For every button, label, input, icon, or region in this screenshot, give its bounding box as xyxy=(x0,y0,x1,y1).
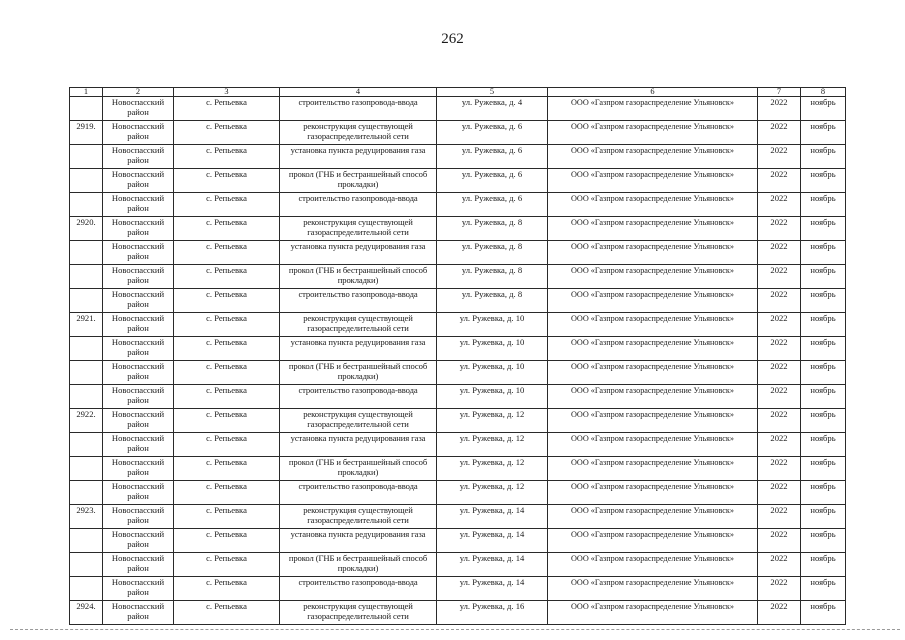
column-number: 1 xyxy=(70,88,103,97)
address-cell: ул. Ружевка, д. 6 xyxy=(437,169,548,193)
item-number-cell xyxy=(70,553,103,577)
item-number-cell: 2923. xyxy=(70,505,103,529)
month-cell: ноябрь xyxy=(801,265,846,289)
table-row xyxy=(70,265,846,289)
work-type-cell: прокол (ГНБ и бестраншейный способ прокладки) xyxy=(280,265,437,289)
column-number: 5 xyxy=(437,88,548,97)
settlement-cell: с. Репьевка xyxy=(174,169,280,193)
address-cell: ул. Ружевка, д. 6 xyxy=(437,121,548,145)
organization-cell: ООО «Газпром газораспределение Ульяновск» xyxy=(548,481,758,505)
organization-cell: ООО «Газпром газораспределение Ульяновск» xyxy=(548,265,758,289)
organization-cell: ООО «Газпром газораспределение Ульяновск» xyxy=(548,601,758,625)
year-cell: 2022 xyxy=(758,529,801,553)
district-cell: Новоспасский район xyxy=(103,457,174,481)
settlement-cell: с. Репьевка xyxy=(174,457,280,481)
year-cell: 2022 xyxy=(758,481,801,505)
district-cell: Новоспасский район xyxy=(103,505,174,529)
address-cell: ул. Ружевка, д. 16 xyxy=(437,601,548,625)
district-cell: Новоспасский район xyxy=(103,97,174,121)
month-cell: ноябрь xyxy=(801,457,846,481)
organization-cell: ООО «Газпром газораспределение Ульяновск» xyxy=(548,241,758,265)
table-row xyxy=(70,337,846,361)
address-cell: ул. Ружевка, д. 6 xyxy=(437,193,548,217)
organization-cell: ООО «Газпром газораспределение Ульяновск» xyxy=(548,553,758,577)
settlement-cell: с. Репьевка xyxy=(174,361,280,385)
work-type-cell: установка пункта редуцирования газа xyxy=(280,433,437,457)
address-cell: ул. Ружевка, д. 10 xyxy=(437,337,548,361)
year-cell: 2022 xyxy=(758,289,801,313)
organization-cell: ООО «Газпром газораспределение Ульяновск» xyxy=(548,337,758,361)
settlement-cell: с. Репьевка xyxy=(174,217,280,241)
work-type-cell: установка пункта редуцирования газа xyxy=(280,241,437,265)
settlement-cell: с. Репьевка xyxy=(174,481,280,505)
settlement-cell: с. Репьевка xyxy=(174,121,280,145)
year-cell: 2022 xyxy=(758,385,801,409)
month-cell: ноябрь xyxy=(801,433,846,457)
item-number-cell xyxy=(70,169,103,193)
work-type-cell: установка пункта редуцирования газа xyxy=(280,337,437,361)
district-cell: Новоспасский район xyxy=(103,481,174,505)
month-cell: ноябрь xyxy=(801,241,846,265)
table-row xyxy=(70,481,846,505)
year-cell: 2022 xyxy=(758,97,801,121)
address-cell: ул. Ружевка, д. 14 xyxy=(437,577,548,601)
organization-cell: ООО «Газпром газораспределение Ульяновск» xyxy=(548,409,758,433)
month-cell: ноябрь xyxy=(801,505,846,529)
table-row xyxy=(70,577,846,601)
settlement-cell: с. Репьевка xyxy=(174,409,280,433)
work-type-cell: строительство газопровода-ввода xyxy=(280,289,437,313)
work-type-cell: установка пункта редуцирования газа xyxy=(280,529,437,553)
item-number-cell: 2924. xyxy=(70,601,103,625)
organization-cell: ООО «Газпром газораспределение Ульяновск» xyxy=(548,145,758,169)
district-cell: Новоспасский район xyxy=(103,601,174,625)
district-cell: Новоспасский район xyxy=(103,385,174,409)
year-cell: 2022 xyxy=(758,601,801,625)
month-cell: ноябрь xyxy=(801,385,846,409)
table-row xyxy=(70,313,846,337)
table-row xyxy=(70,601,846,625)
organization-cell: ООО «Газпром газораспределение Ульяновск» xyxy=(548,169,758,193)
settlement-cell: с. Репьевка xyxy=(174,145,280,169)
month-cell: ноябрь xyxy=(801,361,846,385)
address-cell: ул. Ружевка, д. 8 xyxy=(437,265,548,289)
table-row xyxy=(70,217,846,241)
district-cell: Новоспасский район xyxy=(103,121,174,145)
table-row xyxy=(70,505,846,529)
scan-edge-line xyxy=(10,629,900,630)
work-type-cell: прокол (ГНБ и бестраншейный способ прокладки) xyxy=(280,553,437,577)
item-number-cell: 2919. xyxy=(70,121,103,145)
address-cell: ул. Ружевка, д. 14 xyxy=(437,505,548,529)
year-cell: 2022 xyxy=(758,553,801,577)
address-cell: ул. Ружевка, д. 12 xyxy=(437,481,548,505)
address-cell: ул. Ружевка, д. 14 xyxy=(437,553,548,577)
month-cell: ноябрь xyxy=(801,553,846,577)
table-row xyxy=(70,97,846,121)
settlement-cell: с. Репьевка xyxy=(174,529,280,553)
year-cell: 2022 xyxy=(758,241,801,265)
settlement-cell: с. Репьевка xyxy=(174,433,280,457)
district-cell: Новоспасский район xyxy=(103,529,174,553)
address-cell: ул. Ружевка, д. 10 xyxy=(437,361,548,385)
district-cell: Новоспасский район xyxy=(103,313,174,337)
settlement-cell: с. Репьевка xyxy=(174,97,280,121)
address-cell: ул. Ружевка, д. 10 xyxy=(437,385,548,409)
work-type-cell: реконструкция существующей газораспределительной сети xyxy=(280,217,437,241)
item-number-cell xyxy=(70,529,103,553)
registry-table xyxy=(69,87,846,625)
year-cell: 2022 xyxy=(758,121,801,145)
column-number-row xyxy=(70,88,846,97)
table-row xyxy=(70,385,846,409)
address-cell: ул. Ружевка, д. 12 xyxy=(437,457,548,481)
month-cell: ноябрь xyxy=(801,409,846,433)
address-cell: ул. Ружевка, д. 12 xyxy=(437,433,548,457)
month-cell: ноябрь xyxy=(801,481,846,505)
year-cell: 2022 xyxy=(758,409,801,433)
work-type-cell: прокол (ГНБ и бестраншейный способ прокладки) xyxy=(280,169,437,193)
item-number-cell xyxy=(70,241,103,265)
year-cell: 2022 xyxy=(758,361,801,385)
month-cell: ноябрь xyxy=(801,145,846,169)
month-cell: ноябрь xyxy=(801,577,846,601)
table-row xyxy=(70,193,846,217)
table-row xyxy=(70,121,846,145)
month-cell: ноябрь xyxy=(801,217,846,241)
item-number-cell xyxy=(70,265,103,289)
address-cell: ул. Ружевка, д. 12 xyxy=(437,409,548,433)
district-cell: Новоспасский район xyxy=(103,145,174,169)
year-cell: 2022 xyxy=(758,217,801,241)
organization-cell: ООО «Газпром газораспределение Ульяновск» xyxy=(548,505,758,529)
organization-cell: ООО «Газпром газораспределение Ульяновск» xyxy=(548,193,758,217)
item-number-cell xyxy=(70,481,103,505)
month-cell: ноябрь xyxy=(801,97,846,121)
month-cell: ноябрь xyxy=(801,169,846,193)
district-cell: Новоспасский район xyxy=(103,265,174,289)
month-cell: ноябрь xyxy=(801,313,846,337)
settlement-cell: с. Репьевка xyxy=(174,601,280,625)
organization-cell: ООО «Газпром газораспределение Ульяновск» xyxy=(548,529,758,553)
year-cell: 2022 xyxy=(758,577,801,601)
address-cell: ул. Ружевка, д. 8 xyxy=(437,289,548,313)
year-cell: 2022 xyxy=(758,265,801,289)
organization-cell: ООО «Газпром газораспределение Ульяновск» xyxy=(548,289,758,313)
table-row xyxy=(70,289,846,313)
work-type-cell: реконструкция существующей газораспределительной сети xyxy=(280,505,437,529)
address-cell: ул. Ружевка, д. 8 xyxy=(437,241,548,265)
table-row xyxy=(70,433,846,457)
year-cell: 2022 xyxy=(758,193,801,217)
organization-cell: ООО «Газпром газораспределение Ульяновск» xyxy=(548,457,758,481)
year-cell: 2022 xyxy=(758,313,801,337)
item-number-cell xyxy=(70,385,103,409)
work-type-cell: прокол (ГНБ и бестраншейный способ прокладки) xyxy=(280,457,437,481)
item-number-cell xyxy=(70,433,103,457)
district-cell: Новоспасский район xyxy=(103,409,174,433)
district-cell: Новоспасский район xyxy=(103,289,174,313)
month-cell: ноябрь xyxy=(801,289,846,313)
column-number: 7 xyxy=(758,88,801,97)
work-type-cell: реконструкция существующей газораспределительной сети xyxy=(280,409,437,433)
item-number-cell xyxy=(70,457,103,481)
settlement-cell: с. Репьевка xyxy=(174,241,280,265)
district-cell: Новоспасский район xyxy=(103,577,174,601)
month-cell: ноябрь xyxy=(801,193,846,217)
item-number-cell xyxy=(70,193,103,217)
table-row xyxy=(70,529,846,553)
work-type-cell: строительство газопровода-ввода xyxy=(280,385,437,409)
settlement-cell: с. Репьевка xyxy=(174,505,280,529)
column-number: 8 xyxy=(801,88,846,97)
year-cell: 2022 xyxy=(758,145,801,169)
organization-cell: ООО «Газпром газораспределение Ульяновск» xyxy=(548,577,758,601)
item-number-cell xyxy=(70,577,103,601)
month-cell: ноябрь xyxy=(801,601,846,625)
organization-cell: ООО «Газпром газораспределение Ульяновск» xyxy=(548,385,758,409)
settlement-cell: с. Репьевка xyxy=(174,337,280,361)
address-cell: ул. Ружевка, д. 6 xyxy=(437,145,548,169)
address-cell: ул. Ружевка, д. 14 xyxy=(437,529,548,553)
year-cell: 2022 xyxy=(758,433,801,457)
table-row xyxy=(70,169,846,193)
organization-cell: ООО «Газпром газораспределение Ульяновск» xyxy=(548,313,758,337)
district-cell: Новоспасский район xyxy=(103,337,174,361)
item-number-cell xyxy=(70,289,103,313)
year-cell: 2022 xyxy=(758,337,801,361)
settlement-cell: с. Репьевка xyxy=(174,289,280,313)
district-cell: Новоспасский район xyxy=(103,193,174,217)
table-row xyxy=(70,409,846,433)
item-number-cell xyxy=(70,361,103,385)
item-number-cell: 2920. xyxy=(70,217,103,241)
month-cell: ноябрь xyxy=(801,121,846,145)
month-cell: ноябрь xyxy=(801,337,846,361)
work-type-cell: строительство газопровода-ввода xyxy=(280,577,437,601)
district-cell: Новоспасский район xyxy=(103,433,174,457)
organization-cell: ООО «Газпром газораспределение Ульяновск» xyxy=(548,433,758,457)
address-cell: ул. Ружевка, д. 4 xyxy=(437,97,548,121)
year-cell: 2022 xyxy=(758,169,801,193)
district-cell: Новоспасский район xyxy=(103,553,174,577)
district-cell: Новоспасский район xyxy=(103,217,174,241)
item-number-cell xyxy=(70,337,103,361)
table-row xyxy=(70,145,846,169)
organization-cell: ООО «Газпром газораспределение Ульяновск» xyxy=(548,217,758,241)
item-number-cell xyxy=(70,145,103,169)
year-cell: 2022 xyxy=(758,505,801,529)
settlement-cell: с. Репьевка xyxy=(174,193,280,217)
work-type-cell: установка пункта редуцирования газа xyxy=(280,145,437,169)
work-type-cell: строительство газопровода-ввода xyxy=(280,97,437,121)
page-number: 262 xyxy=(441,31,464,47)
organization-cell: ООО «Газпром газораспределение Ульяновск» xyxy=(548,97,758,121)
organization-cell: ООО «Газпром газораспределение Ульяновск» xyxy=(548,361,758,385)
work-type-cell: строительство газопровода-ввода xyxy=(280,193,437,217)
district-cell: Новоспасский район xyxy=(103,241,174,265)
item-number-cell: 2921. xyxy=(70,313,103,337)
work-type-cell: прокол (ГНБ и бестраншейный способ прокладки) xyxy=(280,361,437,385)
table-row xyxy=(70,457,846,481)
table-row xyxy=(70,553,846,577)
column-number: 6 xyxy=(548,88,758,97)
address-cell: ул. Ружевка, д. 8 xyxy=(437,217,548,241)
settlement-cell: с. Репьевка xyxy=(174,553,280,577)
column-number: 2 xyxy=(103,88,174,97)
district-cell: Новоспасский район xyxy=(103,361,174,385)
column-number: 3 xyxy=(174,88,280,97)
year-cell: 2022 xyxy=(758,457,801,481)
address-cell: ул. Ружевка, д. 10 xyxy=(437,313,548,337)
settlement-cell: с. Репьевка xyxy=(174,577,280,601)
work-type-cell: реконструкция существующей газораспределительной сети xyxy=(280,121,437,145)
settlement-cell: с. Репьевка xyxy=(174,265,280,289)
month-cell: ноябрь xyxy=(801,529,846,553)
work-type-cell: строительство газопровода-ввода xyxy=(280,481,437,505)
table-row xyxy=(70,361,846,385)
organization-cell: ООО «Газпром газораспределение Ульяновск» xyxy=(548,121,758,145)
district-cell: Новоспасский район xyxy=(103,169,174,193)
work-type-cell: реконструкция существующей газораспределительной сети xyxy=(280,601,437,625)
table-row xyxy=(70,241,846,265)
work-type-cell: реконструкция существующей газораспределительной сети xyxy=(280,313,437,337)
settlement-cell: с. Репьевка xyxy=(174,313,280,337)
item-number-cell xyxy=(70,97,103,121)
settlement-cell: с. Репьевка xyxy=(174,385,280,409)
item-number-cell: 2922. xyxy=(70,409,103,433)
column-number: 4 xyxy=(280,88,437,97)
